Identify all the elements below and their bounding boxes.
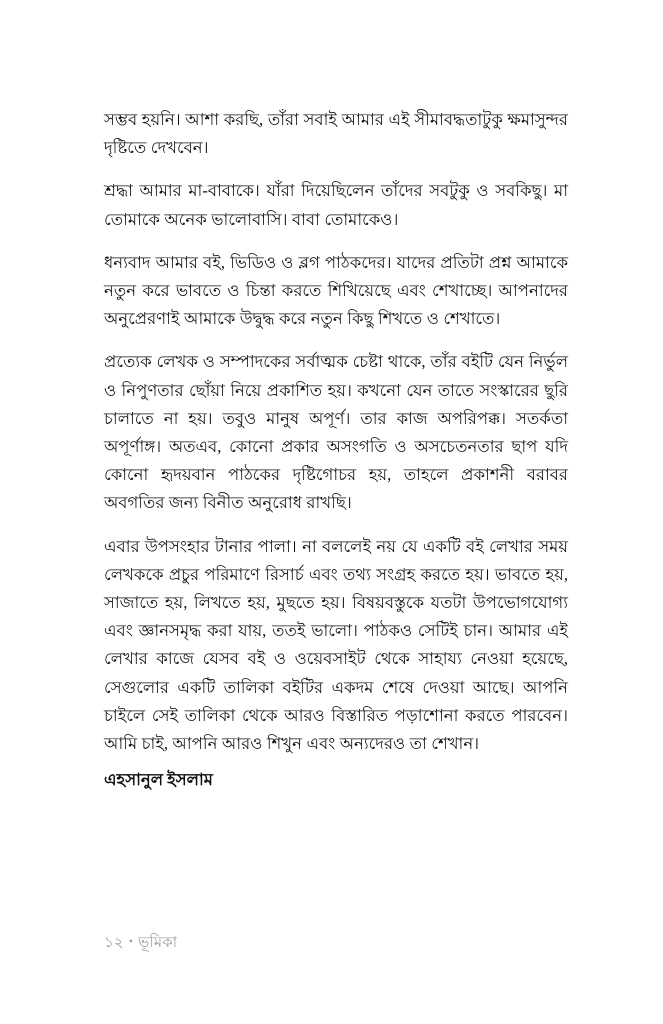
paragraph: প্রত্যেক লেখক ও সম্পাদকের সর্বাত্মক চেষ্টা থাকে, তাঁর বইটি যেন নির্ভুল ও নিপুণতার ছোঁয়া নিয়ে প্রকাশিত হয়। কখনো যেন তাতে সংস্কারের ছুরি চালাতে না হয়। তবুও মানুষ অপূর্ণ। তার কাজ অপরিপক্ক। সতর্কতা অপূর্ণাঙ্গ। অতএব, কোনো প্রকার অসংগতি ও অসচেতনতার ছাপ যদি কোনো হৃদয়বান পাঠকের দৃষ্টিগোচর হয়, তাহলে প্রকাশনী বরাবর অবগতির জন্য বিনীত অনুরোধ রাখছি। [104, 352, 568, 513]
body-text-column [104, 106, 568, 758]
paragraph: এবার উপসংহার টানার পালা। না বললেই নয় যে একটি বই লেখার সময় লেখককে প্রচুর পরিমাণে রিসার্চ এবং তথ্য সংগ্রহ করতে হয়। ভাবতে হয়, সাজাতে হয়, লিখতে হয়, মুছতে হয়। বিষয়বস্তুকে যতটা উপভোগযোগ্য এবং জ্ঞানসমৃদ্ধ করা যায়, ততই ভালো। পাঠকও সেটিই চান। আমার এই লেখার কাজে যেসব বই ও ওয়েবসাইট থেকে সাহায্য নেওয়া হয়েছে, সেগুলোর একটি তালিকা বইটির একদম শেষে দেওয়া আছে। আপনি চাইলে সেই তালিকা থেকে আরও বিস্তারিত পড়াশোনা করতে পারবেন। আমি চাই, আপনি আরও শিখুন এবং অন্যদেরও তা শেখান। [104, 536, 568, 754]
page-footer [104, 930, 177, 954]
author-signature: এহসানুল ইসলাম [104, 770, 213, 789]
paragraph: শ্রদ্ধা আমার মা-বাবাকে। যাঁরা দিয়েছিলেন তাঁদের সবটুকু ও সবকিছু। মা তোমাকে অনেক ভালোবাসি। বাবা তোমাকেও। [104, 181, 568, 229]
footer-section-title: ভূমিকা [138, 935, 178, 951]
paragraph: ধন্যবাদ আমার বই, ভিডিও ও ব্লগ পাঠকদের। যাদের প্রতিটা প্রশ্ন আমাকে নতুন করে ভাবতে ও চিন্তা করতে শিখিয়েছে এবং শেখাচ্ছে। আপনাদের অনুপ্রেরণাই আমাকে উদ্বুদ্ধ করে নতুন কিছু শিখতে ও শেখাতে। [104, 252, 568, 329]
footer-page-number: ১২ [104, 935, 124, 951]
footer-separator-icon: • [128, 934, 134, 948]
paragraph: সম্ভব হয়নি। আশা করছি, তাঁরা সবাই আমার এই সীমাবদ্ধতাটুকু ক্ষমাসুন্দর দৃষ্টিতে দেখবেন। [104, 110, 568, 158]
